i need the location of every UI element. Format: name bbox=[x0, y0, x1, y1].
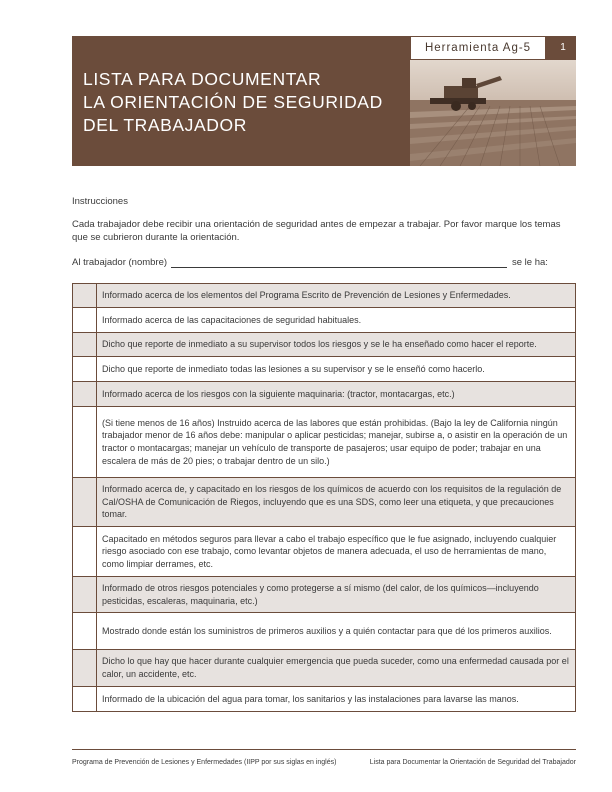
worker-name-line bbox=[72, 257, 576, 269]
checklist-row bbox=[73, 478, 576, 527]
checkbox[interactable] bbox=[73, 284, 97, 308]
checkbox[interactable] bbox=[73, 478, 97, 527]
checklist-row bbox=[73, 527, 576, 577]
worker-suffix-label: se le ha: bbox=[512, 257, 548, 268]
checkbox[interactable] bbox=[73, 687, 97, 712]
title-line-2: LA ORIENTACIÓN DE SEGURIDAD bbox=[83, 92, 383, 112]
checkbox[interactable] bbox=[73, 382, 97, 407]
checkbox[interactable] bbox=[73, 527, 97, 577]
checklist-item-text: Informado de la ubicación del agua para tomar, los sanitarios y las instalaciones para lavarse las manos. bbox=[97, 687, 576, 712]
checklist-row bbox=[73, 650, 576, 687]
instructions-heading: Instrucciones bbox=[72, 196, 128, 207]
checklist-row bbox=[73, 308, 576, 333]
checklist-item-text: (Si tiene menos de 16 años) Instruido acerca de las labores que están prohibidas. (Bajo la ley de California ningún trabajador menor de 16 años debe: manipular o aplicar pesticidas; manejar, subirse a, o asistir en la operación de un tractor o montacargas; manejar un vehículo de transporte de pasajeros; usar equipo de poder; trabajar en una escalera de más de 20 pies; o trabajar dentro de un silo.) bbox=[97, 407, 576, 478]
title-line-1: LISTA PARA DOCUMENTAR bbox=[83, 69, 322, 89]
header-banner bbox=[72, 36, 576, 166]
harvester-field-image bbox=[410, 60, 576, 166]
document-title bbox=[83, 68, 413, 137]
worker-name-field[interactable] bbox=[171, 267, 507, 268]
footer-document-name: Lista para Documentar la Orientación de Seguridad del Trabajador bbox=[369, 759, 576, 766]
checklist-row bbox=[73, 357, 576, 382]
page-number: 1 bbox=[560, 42, 566, 53]
checklist-row bbox=[73, 577, 576, 613]
checklist-item-text: Dicho lo que hay que hacer durante cualquier emergencia que pueda suceder, como una enfermedad causada por el calor, un accidente, etc. bbox=[97, 650, 576, 687]
tool-label: Herramienta Ag-5 bbox=[424, 42, 532, 54]
footer-divider bbox=[72, 749, 576, 750]
checklist-row bbox=[73, 284, 576, 308]
checklist-item-text: Informado acerca de, y capacitado en los riesgos de los químicos de acuerdo con los requisitos de la regulación de Cal/OSHA de Comunicación de Riegos, incluyendo que es una SDS, como leer una etiqueta, y que precauciones tomar. bbox=[97, 478, 576, 527]
checkbox[interactable] bbox=[73, 333, 97, 357]
instructions-text: Cada trabajador debe recibir una orientación de seguridad antes de empezar a trabajar. Por favor marque los temas que se cubrieron durante la orientación. bbox=[72, 219, 561, 243]
checklist-row bbox=[73, 407, 576, 478]
combine-harvester-photo bbox=[410, 60, 576, 166]
worker-name-label: Al trabajador (nombre) bbox=[72, 257, 168, 268]
checkbox[interactable] bbox=[73, 577, 97, 613]
checklist-item-text: Informado acerca de las capacitaciones de seguridad habituales. bbox=[97, 308, 576, 333]
checklist-row bbox=[73, 613, 576, 650]
footer-program-name: Programa de Prevención de Lesiones y Enfermedades (IIPP por sus siglas en inglés) bbox=[72, 759, 337, 766]
orientation-checklist bbox=[72, 283, 576, 712]
checklist-row bbox=[73, 382, 576, 407]
checklist-item-text: Dicho que reporte de inmediato a su supervisor todos los riesgos y se le ha enseñado como hacer el reporte. bbox=[97, 333, 576, 357]
title-line-3: DEL TRABAJADOR bbox=[83, 115, 247, 135]
checklist-row bbox=[73, 687, 576, 712]
checklist-item-text: Informado de otros riesgos potenciales y como protegerse a sí mismo (del calor, de los químicos—incluyendo pesticidas, escaleras, maquinaria, etc.) bbox=[97, 577, 576, 613]
checklist-item-text: Mostrado donde están los suministros de primeros auxilios y a quién contactar para que dé los primeros auxilios. bbox=[97, 613, 576, 650]
checkbox[interactable] bbox=[73, 613, 97, 650]
tool-label-box bbox=[410, 36, 546, 60]
checkbox[interactable] bbox=[73, 357, 97, 382]
checkbox[interactable] bbox=[73, 308, 97, 333]
checklist-item-text: Capacitado en métodos seguros para llevar a cabo el trabajo específico que le fue asignado, incluyendo cualquier riesgo asociado con ese trabajo, como levantar objetos de manera adecuada, el uso de herramientas de mano, como limpiar derrames, etc. bbox=[97, 527, 576, 577]
checkbox[interactable] bbox=[73, 407, 97, 478]
checklist-item-text: Informado acerca de los riesgos con la siguiente maquinaria: (tractor, montacargas, etc.) bbox=[97, 382, 576, 407]
checklist-item-text: Dicho que reporte de inmediato todas las lesiones a su supervisor y se le enseñó como hacerlo. bbox=[97, 357, 576, 382]
checkbox[interactable] bbox=[73, 650, 97, 687]
checklist-item-text: Informado acerca de los elementos del Programa Escrito de Prevención de Lesiones y Enfermedades. bbox=[97, 284, 576, 308]
checklist-row bbox=[73, 333, 576, 357]
